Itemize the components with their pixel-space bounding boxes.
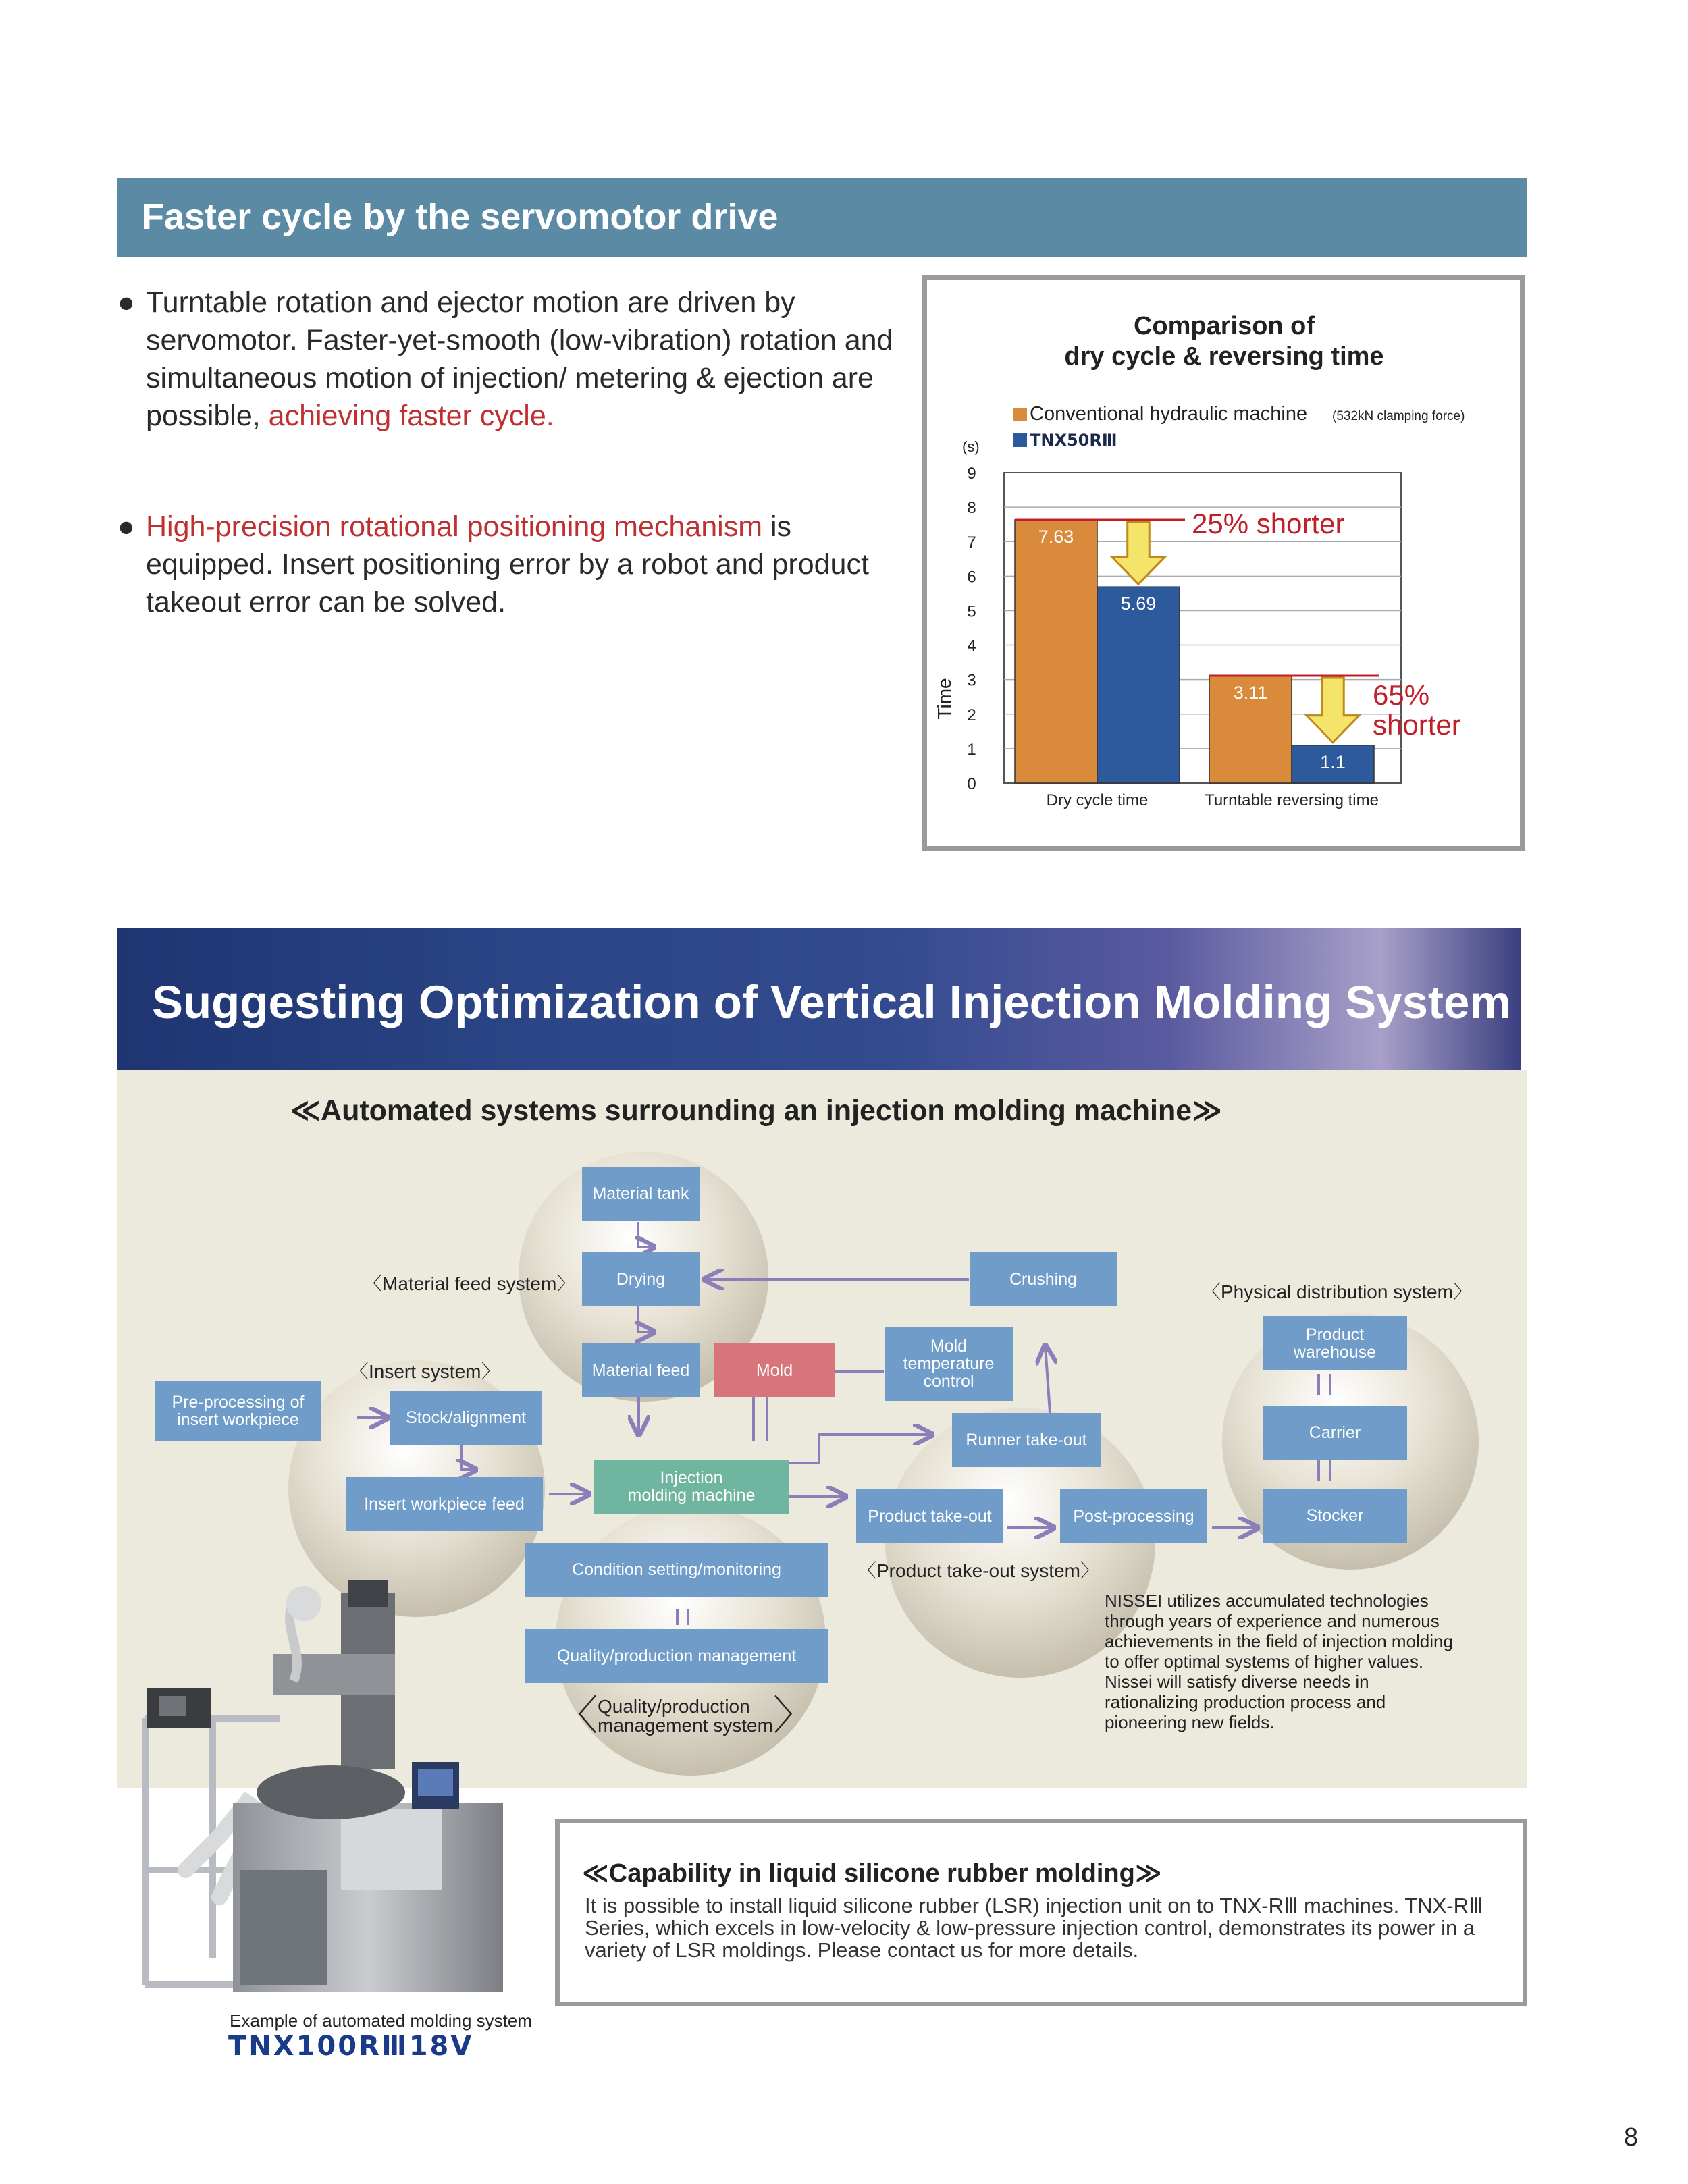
box-drying: Drying [582,1252,700,1306]
box-injection-molding-machine: Injection molding machine [594,1460,789,1514]
bullet2-highlight: High-precision rotational positioning mechanism [146,510,763,543]
box-quality-production: Quality/production management [525,1629,828,1683]
y-tick-label: 8 [967,499,976,518]
box-product-takeout: Product take-out [856,1489,1003,1543]
lsr-text: It is possible to install liquid silicone rubber (LSR) injection unit on to TNX-RⅢ machines. TNX-RⅢ Series, which excels in low-velocity & low-pressure injection control, demonstrates its power in a variety of LSR moldings. Please contact us for more details. [585,1894,1483,1962]
annotation-25-shorter: 25% shorter [1192,508,1345,539]
machine-model: TNX100RⅢ18V [228,2031,474,2062]
bracket-right-icon: 〉 [773,1693,814,1738]
y-tick-label: 4 [967,637,976,656]
bullet-positioning [117,508,901,621]
label-physical-distribution-system: 〈Physical distribution system〉 [1202,1281,1472,1302]
bullet-dot: ● [117,286,135,319]
y-tick-label: 5 [967,602,976,621]
box-stock-alignment: Stock/alignment [390,1391,542,1445]
box-material-feed: Material feed [582,1343,700,1397]
y-tick-label: 9 [967,464,976,483]
bar-value-label: 3.11 [1233,683,1268,703]
comparison-chart [927,280,1520,846]
annotation-65-line2: shorter [1373,709,1461,741]
box-material-tank: Material tank [582,1167,700,1221]
box-carrier: Carrier [1263,1406,1407,1460]
chart-title-line2: dry cycle & reversing time [1064,342,1384,371]
bar-value-label: 7.63 [1038,527,1074,548]
y-axis-unit: (s) [962,438,980,455]
y-tick-label: 7 [967,533,976,552]
chart-title-line1: Comparison of [1133,312,1315,340]
box-crushing: Crushing [970,1252,1117,1306]
x-tick-dry-cycle: Dry cycle time [1046,791,1149,809]
x-tick-turntable: Turntable reversing time [1205,791,1379,809]
bullet2-text: is equipped. Insert positioning error by a robot and product takeout error can be solved. [146,510,869,618]
bracket-left-icon: 〈 [557,1693,598,1738]
box-condition-setting: Condition setting/monitoring [525,1543,828,1597]
label-material-feed-system: 〈Material feed system〉 [363,1273,576,1294]
label-quality-system [557,1693,814,1738]
machine-caption: Example of automated molding system [230,2010,532,2031]
bar-0-1 [1097,587,1180,783]
label-quality-line1: Quality/production [598,1696,750,1717]
label-insert-system: 〈Insert system〉 [350,1361,500,1382]
y-tick-label: 0 [967,775,976,793]
y-tick-label: 2 [967,705,976,724]
y-tick-label: 6 [967,568,976,587]
legend-swatch-tnx50 [1013,433,1027,447]
bullet1-highlight: achieving faster cycle. [268,400,554,432]
lsr-title: ≪Capability in liquid silicone rubber molding≫ [582,1859,1162,1888]
bar-0-0 [1015,520,1097,783]
bullet-dot: ● [117,510,135,543]
legend-label-conventional: Conventional hydraulic machine [1030,403,1308,425]
bar-value-label: 1.1 [1320,751,1346,772]
page-number: 8 [1624,2123,1639,2152]
annotation-65-line1: 65% [1373,679,1430,711]
automated-systems-title: ≪Automated systems surrounding an injection molding machine≫ [290,1094,1223,1127]
machine-illustration [138,1580,517,2005]
section1-title: Faster cycle by the servomotor drive [142,196,779,237]
box-pre-processing: Pre-processing of insert workpiece [155,1381,321,1441]
arrow-imm-runner [789,1435,932,1463]
section2-title: Suggesting Optimization of Vertical Injection Molding System [152,976,1511,1028]
box-mold: Mold [714,1343,835,1397]
box-stocker: Stocker [1263,1489,1407,1543]
bullet1-text: Turntable rotation and ejector motion are driven by servomotor. Faster-yet-smooth (low-vibration) rotation and simultaneous motion of injection/ metering & ejection are possible, [146,286,893,432]
legend-label-tnx50: TNX50RⅢ [1030,431,1117,450]
y-axis-label: Time [934,678,955,720]
box-product-warehouse: Product warehouse [1263,1316,1407,1370]
box-runner-takeout: Runner take-out [952,1413,1101,1467]
box-mold-temperature-control: Mold temperature control [885,1327,1013,1401]
nissei-description: NISSEI utilizes accumulated technologies through years of experience and numerous achievements in the field of injection molding to offer optimal systems of higher values. Nissei will satisfy diverse needs in rationalizing production process and pioneering new fields. [1105,1591,1453,1732]
box-insert-workpiece-feed: Insert workpiece feed [346,1477,543,1531]
legend-note-conventional: (532kN clamping force) [1332,409,1465,423]
label-product-takeout-system: 〈Product take-out system〉 [858,1560,1099,1581]
bar-value-label: 5.69 [1120,593,1157,614]
box-post-processing: Post-processing [1060,1489,1207,1543]
legend-swatch-conventional [1013,408,1027,421]
y-tick-label: 3 [967,671,976,690]
label-quality-line2: management system [598,1715,773,1736]
y-tick-label: 1 [967,740,976,759]
bullet-servomotor [117,284,901,435]
